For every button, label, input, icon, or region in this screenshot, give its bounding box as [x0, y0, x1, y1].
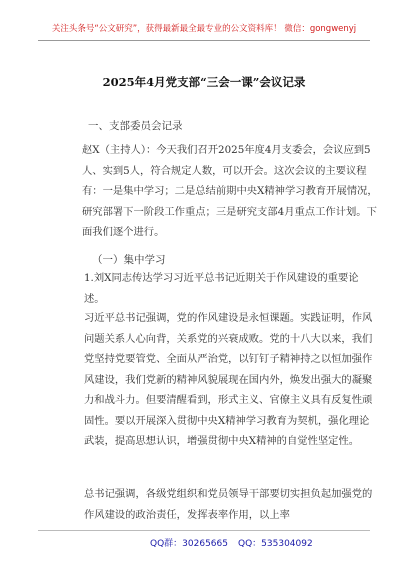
paragraph-1-text: 赵X（主持人）：今天我们召开2025年度4月支委会，会议应到5人、实到5人，符合规定人数，可以开会。这次会议的主要议程有：一是集中学习；二是总结前期中央X精神学习教育开展情况，研究部署下一阶段工作重点；三是研究支部4月重点工作计划。下面我们逐个进行。 — [82, 144, 378, 238]
subsection-heading-1: （一）集中学习 — [92, 254, 166, 266]
item-1 — [84, 268, 378, 309]
document-title: 2025年4月党支部“三会一课”会议记录 — [102, 75, 306, 89]
paragraph-1 — [82, 140, 378, 243]
item-1-text: 1.刘X同志传达学习习近平总书记近期关于作风建设的重要论述。 — [84, 272, 359, 305]
paragraph-3-text: 总书记强调，各级党组织和党员领导干部要切实担负起加强党的作风建设的政治责任，发挥表率作用，以上率 — [84, 488, 373, 521]
footer-qq-group: QQ群：30265665 — [150, 539, 228, 549]
section-heading-1: 一、支部委员会记录 — [88, 120, 183, 132]
paragraph-2 — [84, 308, 378, 452]
header-divider — [38, 40, 370, 41]
header-note: 关注头条号“公文研究”，获得最新最全最专业的公文资料库！ 微信：gongwenyj — [51, 24, 357, 34]
paragraph-3 — [84, 484, 378, 525]
paragraph-2-text: 习近平总书记强调，党的作风建设是永恒课题。实践证明，作风问题关系人心向背，关系党的兴衰成败。党的十八大以来，我们党坚持党要管党、全面从严治党，以钉钉子精神持之以恒加强作风建设，我们党新的精神风貌展现在国内外，焕发出强大的凝聚力和战斗力。但要清醒看到，形式主义、官僚主义具有反复性顽固性。要以开展深入贯彻中央X精神学习教育为契机，强化理论武装，提高思想认识，增强贯彻中央X精神的自觉性坚定性。 — [84, 312, 373, 447]
footer-qq: QQ：535304092 — [238, 539, 313, 549]
footer-divider — [38, 530, 370, 531]
